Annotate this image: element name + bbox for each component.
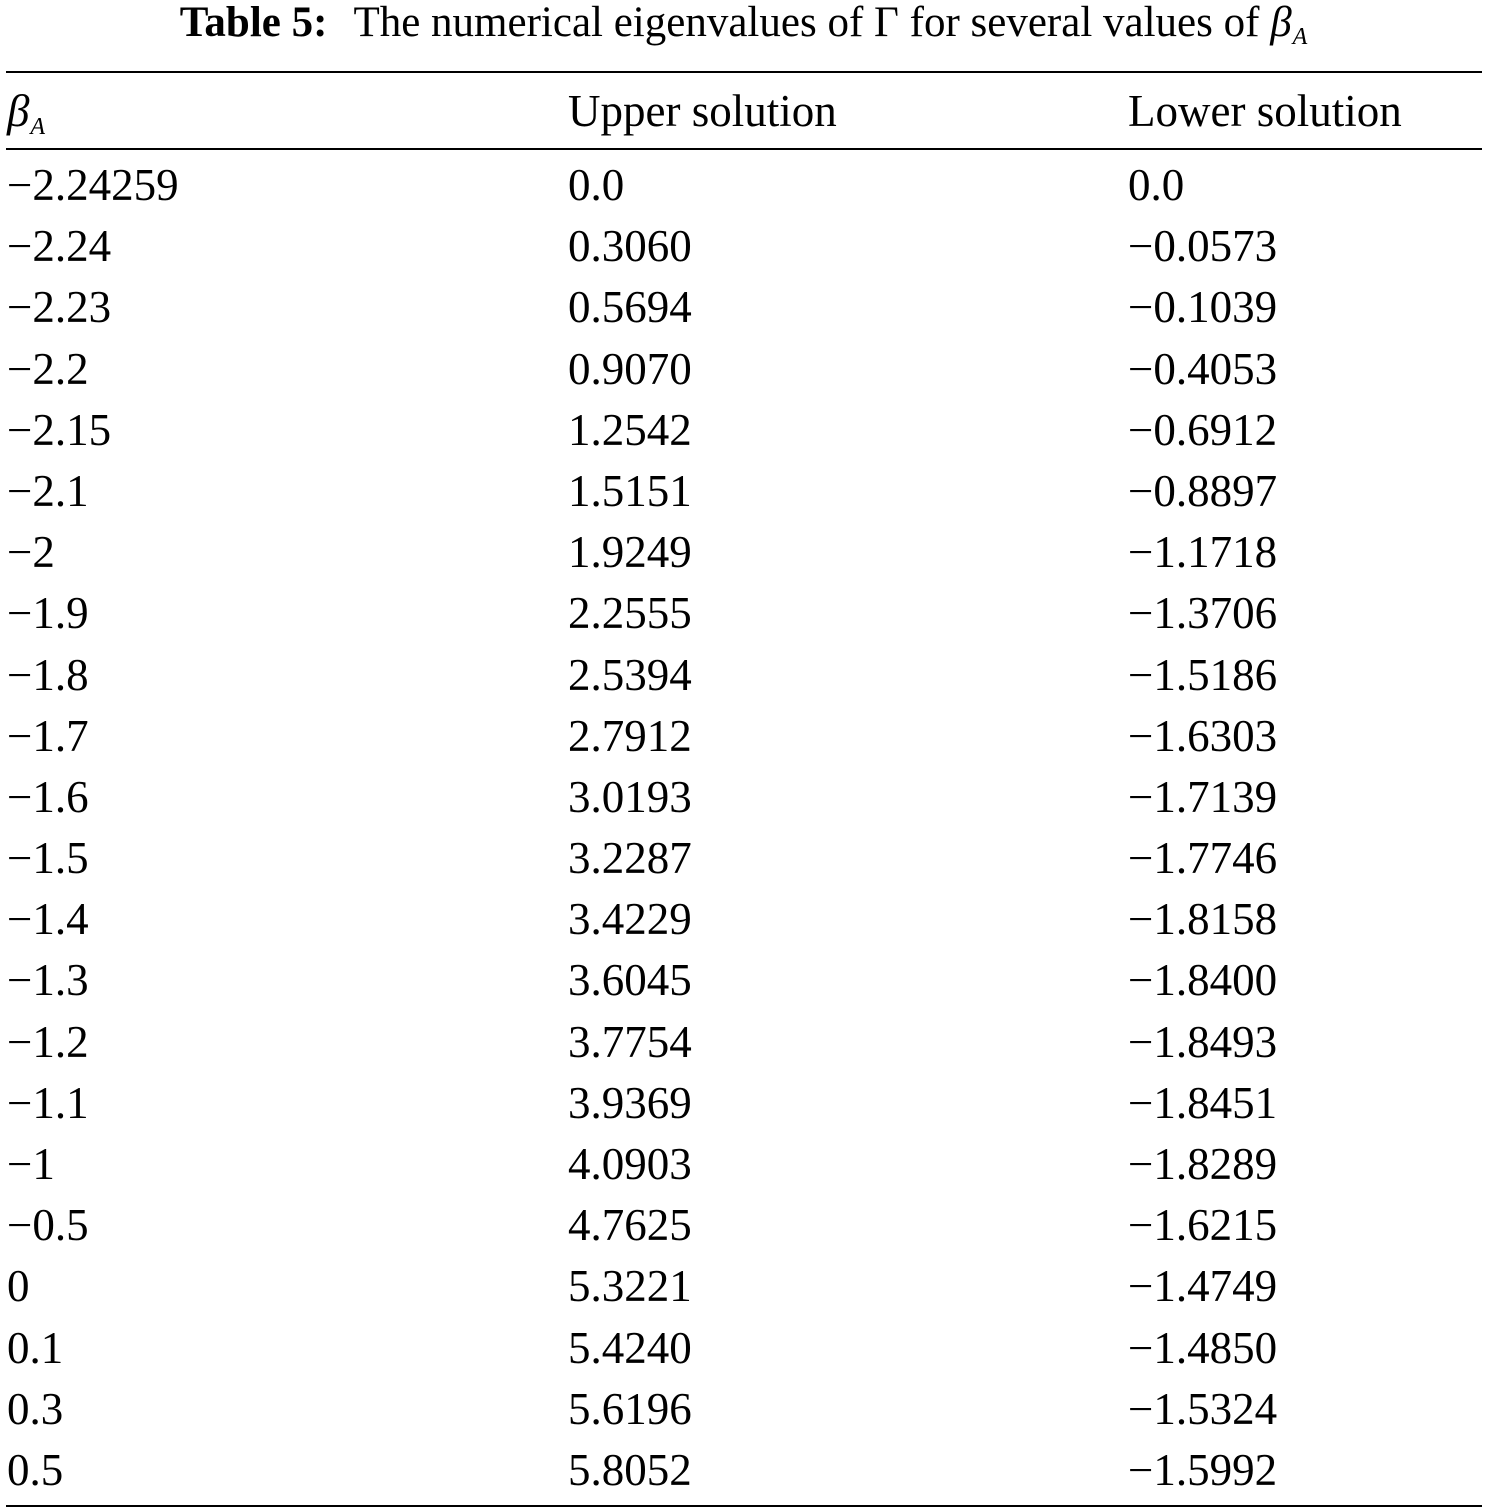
table-row xyxy=(0,461,1487,522)
cell-beta: −1 xyxy=(7,1139,55,1189)
cell-lower: −0.1039 xyxy=(1128,282,1278,333)
table-top-rule xyxy=(6,71,1482,73)
table-caption xyxy=(0,0,1487,64)
cell-upper: 3.7754 xyxy=(568,1016,692,1067)
cell-beta: −1.7 xyxy=(7,710,89,761)
table-row xyxy=(0,400,1487,461)
cell-upper: 2.7912 xyxy=(568,710,692,761)
cell-beta: −1.1 xyxy=(7,1077,89,1128)
table-row xyxy=(0,583,1487,644)
cell-upper: 1.9249 xyxy=(568,527,692,578)
cell-beta: −0.5 xyxy=(7,1200,89,1251)
table-row xyxy=(0,1440,1487,1501)
cell-lower: −1.4749 xyxy=(1128,1261,1278,1312)
cell-upper: 2.2555 xyxy=(568,588,692,639)
table-row xyxy=(0,889,1487,950)
cell-upper: 0.3060 xyxy=(568,221,692,272)
cell-lower: −0.4053 xyxy=(1128,343,1278,394)
cell-lower: −0.8897 xyxy=(1128,465,1278,516)
cell-beta: −2.24259 xyxy=(7,160,179,210)
cell-upper: 5.4240 xyxy=(568,1322,692,1373)
cell-lower: −1.5186 xyxy=(1128,649,1278,700)
table-row xyxy=(0,1195,1487,1256)
cell-beta: −2.2 xyxy=(7,343,89,394)
cell-upper: 5.6196 xyxy=(568,1383,692,1434)
cell-beta: −1.6 xyxy=(7,771,89,822)
table-header-rule xyxy=(6,148,1482,150)
cell-lower: −0.6912 xyxy=(1128,404,1278,455)
table-row xyxy=(0,1379,1487,1440)
cell-lower: −1.7746 xyxy=(1128,833,1278,884)
cell-beta: −1.3 xyxy=(7,955,89,1006)
table-row xyxy=(0,1134,1487,1195)
cell-lower: −1.4850 xyxy=(1128,1322,1278,1373)
cell-upper: 3.9369 xyxy=(568,1077,692,1128)
table-row xyxy=(0,1012,1487,1073)
cell-lower: −1.8451 xyxy=(1128,1077,1278,1128)
cell-beta: −2.1 xyxy=(7,465,89,516)
table-bottom-rule xyxy=(6,1505,1482,1507)
header-beta-symbol: β xyxy=(7,86,30,136)
cell-upper: 2.5394 xyxy=(568,649,692,700)
cell-lower: −1.7139 xyxy=(1128,771,1278,822)
cell-beta: −2.15 xyxy=(7,404,112,455)
table-row xyxy=(0,1073,1487,1134)
cell-upper: 1.2542 xyxy=(568,404,692,455)
cell-upper: 4.7625 xyxy=(568,1200,692,1251)
header-beta xyxy=(7,76,45,146)
cell-upper: 1.5151 xyxy=(568,465,692,516)
cell-beta: −1.9 xyxy=(7,588,89,639)
cell-upper: 3.6045 xyxy=(568,955,692,1006)
table-row xyxy=(0,277,1487,338)
cell-upper: 5.3221 xyxy=(568,1261,692,1312)
table-row xyxy=(0,1318,1487,1379)
caption-beta-subscript: A xyxy=(1292,24,1308,50)
cell-lower: −1.8493 xyxy=(1128,1016,1278,1067)
table-row xyxy=(0,216,1487,277)
cell-beta: 0 xyxy=(7,1261,30,1312)
cell-upper: 3.4229 xyxy=(568,894,692,945)
table-row xyxy=(0,706,1487,767)
cell-lower: 0.0 xyxy=(1128,160,1185,210)
cell-upper: 0.9070 xyxy=(568,343,692,394)
table-row xyxy=(0,339,1487,400)
header-upper-solution: Upper solution xyxy=(568,86,837,136)
cell-upper: 0.5694 xyxy=(568,282,692,333)
cell-upper: 5.8052 xyxy=(568,1444,692,1495)
cell-lower: −0.0573 xyxy=(1128,221,1278,272)
table-body xyxy=(0,155,1487,1501)
caption-text: The numerical eigenvalues of Γ for several values of xyxy=(353,0,1271,46)
header-lower-solution: Lower solution xyxy=(1128,86,1402,136)
cell-lower: −1.8400 xyxy=(1128,955,1278,1006)
cell-upper: 3.0193 xyxy=(568,771,692,822)
table-row xyxy=(0,767,1487,828)
cell-upper: 3.2287 xyxy=(568,833,692,884)
table-row xyxy=(0,828,1487,889)
cell-beta: 0.1 xyxy=(7,1322,64,1373)
cell-lower: −1.5992 xyxy=(1128,1444,1278,1495)
cell-lower: −1.6215 xyxy=(1128,1200,1278,1251)
cell-upper: 0.0 xyxy=(568,160,625,210)
table-header-row xyxy=(0,76,1487,146)
cell-lower: −1.1718 xyxy=(1128,527,1278,578)
table-row xyxy=(0,522,1487,583)
table-label: Table 5: xyxy=(179,0,328,46)
cell-lower: −1.3706 xyxy=(1128,588,1278,639)
cell-lower: −1.6303 xyxy=(1128,710,1278,761)
cell-beta: −1.5 xyxy=(7,833,89,884)
cell-beta: −1.4 xyxy=(7,894,89,945)
cell-beta: −1.2 xyxy=(7,1016,89,1067)
table-row xyxy=(0,645,1487,706)
cell-lower: −1.8289 xyxy=(1128,1139,1278,1189)
caption-beta-symbol: β xyxy=(1270,0,1292,46)
cell-beta: 0.5 xyxy=(7,1444,64,1495)
table-row xyxy=(0,155,1487,216)
cell-upper: 4.0903 xyxy=(568,1139,692,1189)
header-beta-subscript: A xyxy=(30,114,46,140)
cell-beta: −2 xyxy=(7,527,55,578)
cell-beta: −2.24 xyxy=(7,221,112,272)
cell-beta: −2.23 xyxy=(7,282,112,333)
cell-lower: −1.8158 xyxy=(1128,894,1278,945)
cell-beta: −1.8 xyxy=(7,649,89,700)
table-row xyxy=(0,950,1487,1011)
cell-lower: −1.5324 xyxy=(1128,1383,1278,1434)
table-row xyxy=(0,1256,1487,1317)
cell-beta: 0.3 xyxy=(7,1383,64,1434)
